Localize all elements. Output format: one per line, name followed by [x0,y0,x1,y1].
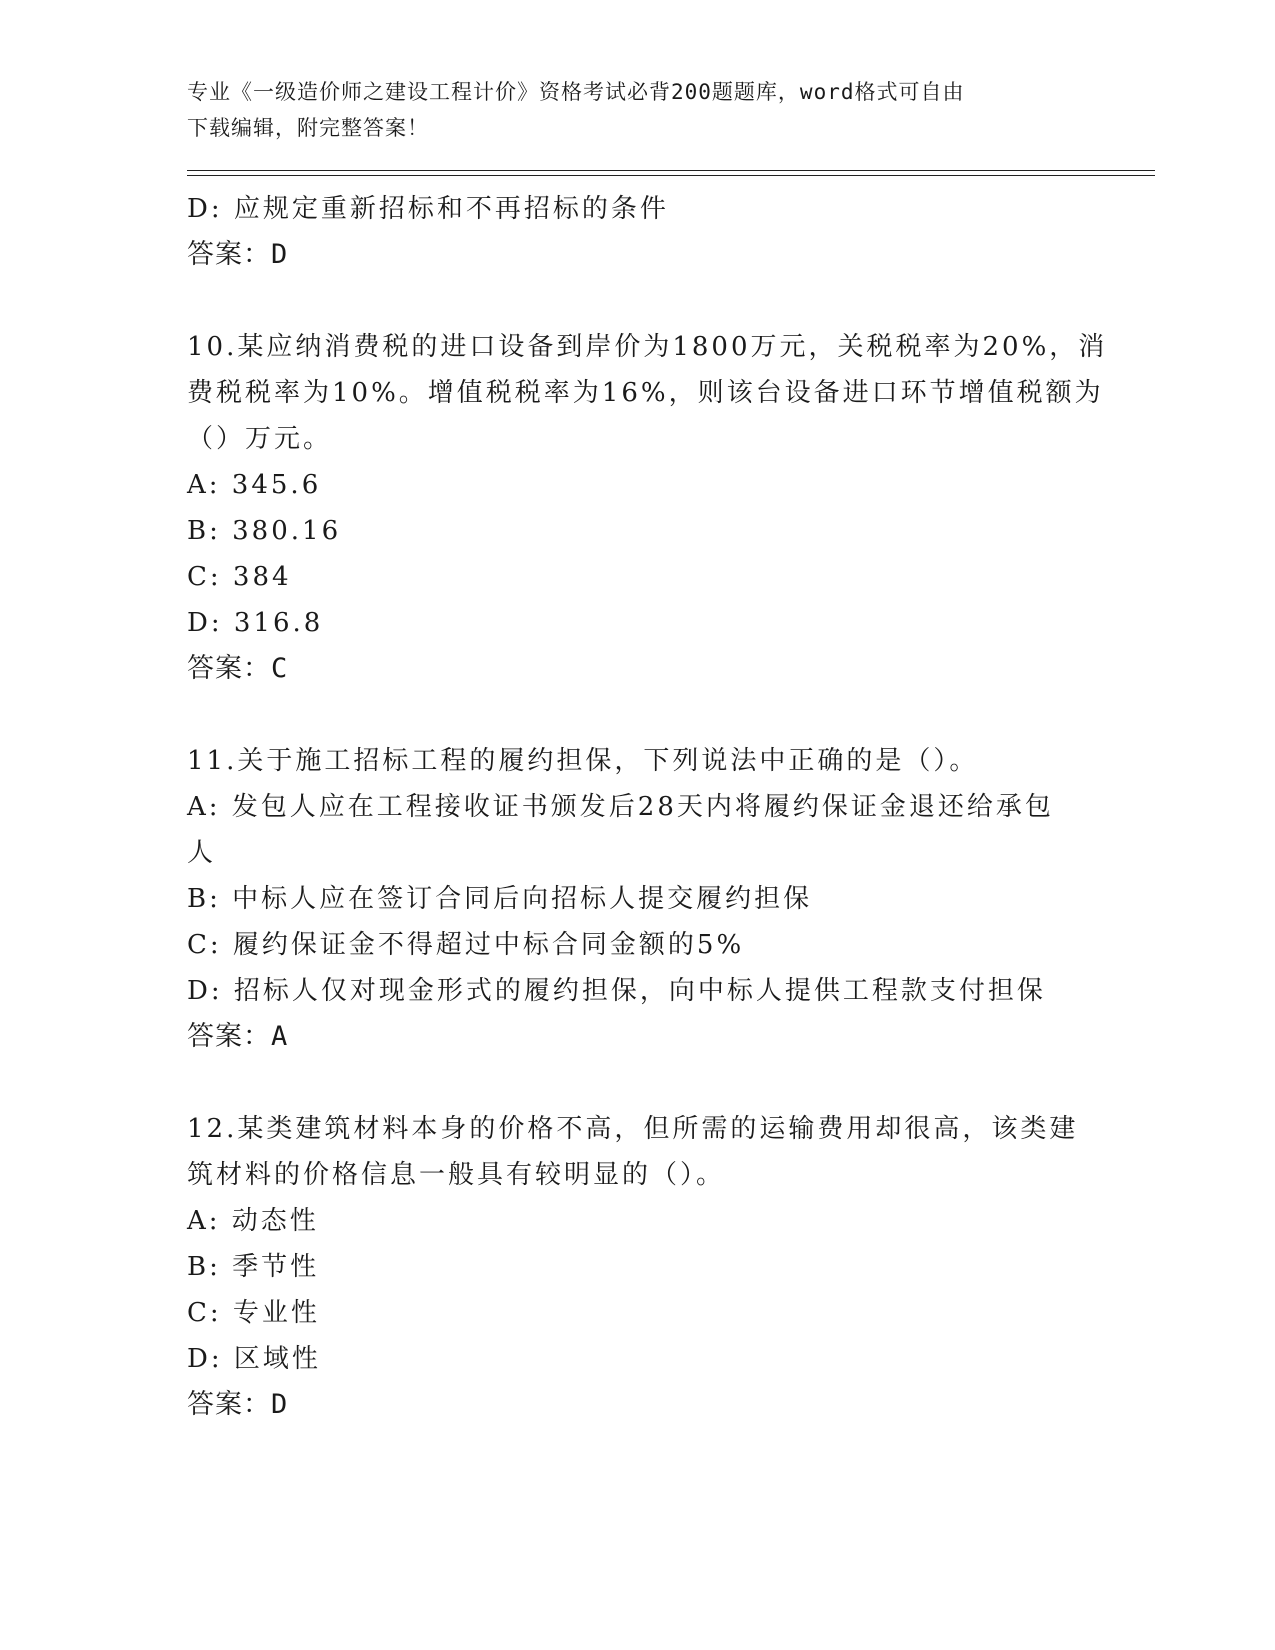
option-c: C: 384 [187,562,292,592]
prev-answer: 答案：D [187,239,289,270]
question-stem-line: 11.关于施工招标工程的履约担保，下列说法中正确的是（）。 [187,746,979,776]
question-11 [187,738,1087,1060]
question-stem-line: 筑材料的价格信息一般具有较明显的（）。 [187,1160,726,1190]
question-10 [187,324,1108,692]
document-body [187,186,1108,1428]
question-stem-line: 12.某类建筑材料本身的价格不高，但所需的运输费用却很高，该类建 [187,1114,1079,1144]
question-stem-line: 10.某应纳消费税的进口设备到岸价为1800万元，关税税率为20%，消 [187,332,1108,362]
option-b: B: 380.16 [187,516,342,546]
option-d: D: 招标人仅对现金形式的履约担保，向中标人提供工程款支付担保 [187,976,1046,1006]
option-a: A: 动态性 [187,1206,319,1236]
option-c: C: 履约保证金不得超过中标合同金额的5% [187,930,745,960]
answer: 答案：D [187,1389,289,1420]
answer: 答案：A [187,1021,289,1052]
option-b: B: 季节性 [187,1252,320,1282]
option-a-line-1: A: 发包人应在工程接收证书颁发后28天内将履约保证金退还给承包 [187,792,1054,822]
header-divider-top [187,170,1155,171]
option-a-line-2: 人 [187,838,217,868]
option-c: C: 专业性 [187,1298,320,1328]
header-divider-bottom [187,175,1155,176]
option-d: D: 区域性 [187,1344,321,1374]
question-12 [187,1106,1087,1428]
option-b: B: 中标人应在签订合同后向招标人提交履约担保 [187,884,813,914]
question-stem-line: （）万元。 [187,424,333,454]
answer: 答案：C [187,653,289,684]
prev-option-d: D: 应规定重新招标和不再招标的条件 [187,194,669,224]
question-stem-line: 费税税率为10%。增值税税率为16%，则该台设备进口环节增值税额为 [187,378,1104,408]
option-a: A: 345.6 [187,470,322,500]
header-line-2: 下载编辑，附完整答案！ [187,116,429,140]
header-line-1: 专业《一级造价师之建设工程计价》资格考试必背200题题库，word格式可自由 [187,80,965,104]
option-d: D: 316.8 [187,608,324,638]
page-header [187,74,1087,146]
